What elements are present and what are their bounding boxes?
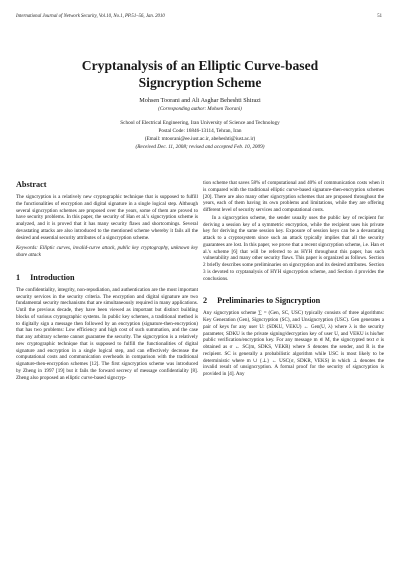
affiliation-institution: School of Electrical Engineering, Iran University of Science and Technology: [120, 120, 280, 126]
left-column: [16, 180, 198, 381]
introduction-paragraph: The confidentiality, integrity, non-repudiation, and authentication are the most important security services in the security criteria. The encryption and digital signature are two fundamental security mechanisms that are simultaneously required in many applications. Until the previous decade, they have been viewed as important but distinct building blocks of various cryptographic systems. In public key schemes, a traditional method is to digitally sign a message then followed by an encryption (signature-then-encryption) that has two problems: Low efficiency and high cost of such summation, and the case that any arbitrary scheme cannot guarantee the security. The signcryption is a relatively new cryptographic technique that is supposed to fulfill the functionalities of digital signature and encryption in a single logical step, and can effectively decrease the computational costs and communication overheads in comparison with the traditional signature-then-encryption schemes [12]. The first signcryption scheme was introduced by Zheng in 1997 [19] but it fails the forward secrecy of message confidentiality [8]. Zheng also proposed an elliptic curve-based signcryp-: [16, 286, 198, 381]
body-paragraph: tion scheme that saves 58% of computational and 40% of communication costs when it is compared with the traditional elliptic curve-based signature-then-encryption schemes [20]. There are also many other signcryption schemes that are proposed throughout the years, each of them having its own problems and limitations, while they are offering different level of security services and computational costs.: [203, 180, 384, 213]
running-head: [16, 14, 382, 19]
section-title: Preliminaries to Signcryption: [217, 296, 321, 306]
affiliation-postal: Postal Code: 16846-13114, Tehran, Iran: [158, 127, 242, 134]
corresponding-author: (Corresponding author: Mohsen Toorani): [158, 107, 242, 112]
affiliation-email: (Email: mtoorani@ee.iust.ac.ir, abeheshti@iust.ac.ir): [144, 135, 256, 142]
keywords-label: Keywords:: [16, 245, 38, 252]
abstract-text: The signcryption is a relatively new cryptographic technique that is supposed to fulfill the functionalities of encryption and digital signature in a single logical step. Although several signcryption schemes are proposed over the years, some of them are proved to have security problems. In this paper, the security of Han et al.'s signcryption scheme is analyzed, and it is proved that it has many security flaws and shortcomings. Several devastating attacks are also introduced to the mentioned scheme whereby it fails all the desired and essential security attributes of a signcryption scheme.: [16, 194, 198, 241]
affiliation-block: [20, 120, 380, 152]
right-column: [203, 180, 384, 378]
section-heading-introduction: [16, 273, 198, 283]
paper-title: [20, 58, 380, 91]
title-line-2: Signcryption Scheme: [138, 74, 262, 90]
keywords-text: Elliptic curves, invalid-curve attack, public key cryptography, unknown key share attack: [16, 245, 198, 258]
author-list: Mohsen Toorani and Ali Asghar Beheshti Shirazi: [139, 97, 261, 104]
section-heading-preliminaries: [203, 296, 384, 306]
body-paragraph: In a signcryption scheme, the sender usually uses the public key of recipient for deriving a session key of a symmetric encryption, while the recipient uses his private key for deriving the same session key. Exposure of session keys can be a devastating attack to a cryptosystem since such an attack typically implies that all the security guarantees are lost. In this paper, we prove that a recent signcryption scheme, i.e. Han et al.'s scheme [6] that will be referred to as HYH throughout this paper, has such vulnerability and many other security flaws. This paper is organized as follows. Section 2 briefly describes some preliminaries on signcryption and its desired attributes. Section 3 is devoted to cryptanalysis of HYH signcryption scheme, and Section 4 provides the conclusions.: [203, 214, 384, 282]
section-title: Introduction: [30, 272, 75, 282]
section-number: 2: [203, 296, 208, 306]
received-dates: (Received Dec. 11, 2008; revised and accepted Feb. 10, 2009): [135, 143, 265, 150]
journal-citation: International Journal of Network Security, Vol.10, No.1, PP.51–56, Jan. 2010: [16, 14, 165, 19]
abstract-heading: Abstract: [16, 180, 47, 189]
page-number: 51: [377, 14, 382, 19]
keywords: [16, 245, 198, 259]
preliminaries-paragraph: Any signcryption scheme ∑ = (Gen, SC, USC) typically consists of three algorithms: Key Generation (Gen), Signcryption (SC), and Unsigncryption (USC). Gen generates a pair of keys for any user U: (SDKU, VEKU) ← Gen(U, λ) where λ is the security parameter, SDKU is the private signing/decryption key of user U, and VEKU is his/her public verification/encryption key. For any message m ∈ M, the signcrypted text σ is obtained as σ ← SC(m, SDKS, VEKR) where S denotes the sender, and R is the recipient. SC is generally a probabilistic algorithm while USC is most likely to be deterministic where m ∪ {⊥} ← USC(σ, SDKR, VEKS) in which ⊥ denotes the invalid result of unsigncryption. A formal proof for the security of signcryption is provided in [4]. Any: [203, 310, 384, 377]
section-number: 1: [16, 272, 21, 282]
title-line-1: Cryptanalysis of an Elliptic Curve-based: [81, 58, 319, 73]
